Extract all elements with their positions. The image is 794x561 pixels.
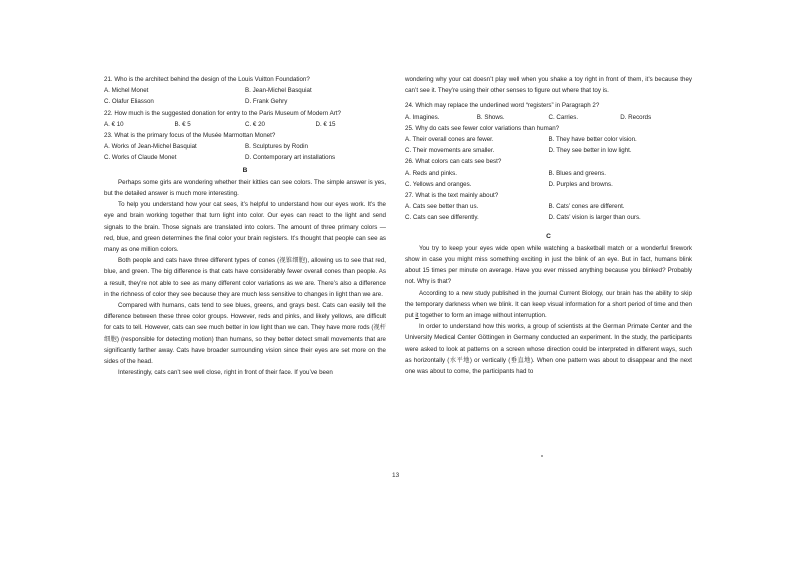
option-c: C. Carries.: [548, 113, 579, 121]
left-column: [104, 74, 386, 378]
option-d: D. Frank Gehry: [245, 98, 288, 106]
question-22-options: [104, 119, 386, 130]
question-26: 26. What colors can cats see best?: [405, 158, 502, 166]
question-27-options: [405, 201, 692, 223]
option-d: D. Cats’ vision is larger than ours.: [548, 214, 641, 222]
option-c: C. Olafur Eliasson: [104, 98, 154, 106]
option-c: C. Yellows and oranges.: [405, 180, 472, 188]
option-a: A. Works of Jean-Michel Basquiat: [104, 143, 197, 151]
option-b: B. Shows.: [476, 113, 505, 121]
paragraph-4: Compared with humans, cats tend to see blues, greens, and grays best. Cats can easily tell the difference between these three color groups. However, reds and pinks, and likely yellows, are difficult for cats to tell. However, cats can see much better in low light than we can. They have more rods (视杆细胞) (responsible for detecting motion) than humans, so they better detect small movements that are significantly farther away. Cats have broader surrounding vision since their eyes are set more on the sides of the head.: [104, 302, 386, 366]
question-23: 23. What is the primary focus of the Musée Marmottan Monet?: [104, 132, 276, 140]
option-d: D. Purples and browns.: [548, 180, 613, 188]
passage-b-continuation: wondering why your cat doesn’t play well when you shake a toy right in front of them, it’s because they can’t see it. They’re using their other senses to figure out where that toy is.: [405, 76, 692, 95]
option-a: A. Reds and pinks.: [405, 169, 457, 177]
option-c: C. Works of Claude Monet: [104, 154, 177, 162]
right-column: [405, 74, 692, 377]
paragraph-3: Both people and cats have three different types of cones (视锥细胞), allowing us to see that red, blue, and green. The big difference is that cats have considerably fewer overall cones than people. As a result, they’re not able to see as many different color variations as we are. There’s also a difference in the richness of color they see because they are much less sensitive to changes in light than we are.: [104, 257, 386, 298]
c-paragraph-2: [405, 288, 692, 322]
question-22: 22. How much is the suggested donation for entry to the Paris Museum of Modern Art?: [104, 109, 341, 117]
page-number: 13: [392, 472, 400, 479]
option-a: A. Their overall cones are fewer.: [405, 136, 494, 144]
c-paragraph-2-part-2: together to form an image without interruption.: [418, 312, 547, 320]
question-24: 24. Which may replace the underlined word “registers” in Paragraph 2?: [405, 102, 600, 110]
option-a: A. Michel Monet: [104, 87, 149, 95]
question-25-options: [405, 134, 692, 156]
c-paragraph-1: You try to keep your eyes wide open while watching a basketball match or a wonderful firework show in case you might miss something exciting in just the blink of an eye. But in fact, humans blink about 15 times per minute on average. Have you ever missed anything because you blinked? Probably not. Why is that?: [405, 244, 692, 286]
option-b: B. They have better color vision.: [548, 136, 637, 144]
option-c: C. Cats can see differently.: [405, 214, 479, 222]
question-25: 25. Why do cats see fewer color variations than human?: [405, 124, 560, 132]
paragraph-5: Interestingly, cats can’t see well close, right in front of their face. If you’ve been: [118, 369, 333, 377]
option-b: B. Cats’ cones are different.: [548, 203, 625, 211]
section-b-heading: B: [242, 166, 248, 174]
question-21-options: [104, 85, 386, 107]
option-a: A. Imagines.: [405, 113, 440, 121]
option-c: C. € 20: [245, 120, 265, 128]
option-a: A. € 10: [104, 120, 124, 128]
c-paragraph-3: In order to understand how this works, a group of scientists at the German Primate Center and the University Medical Center Göttingen in Germany conducted an experiment. In the study, the participants were asked to look at patterns on a screen whose direction could be interpreted in different ways, such as horizontally (水平地) or vertically (垂直地). When one pattern was about to disappear and the next one was about to come, the participants had to: [405, 323, 692, 376]
option-b: B. Sculptures by Rodin: [245, 143, 308, 151]
question-27: 27. What is the text mainly about?: [405, 192, 499, 200]
option-d: D. € 15: [315, 120, 336, 128]
option-b: B. Jean-Michel Basquiat: [245, 87, 312, 95]
paragraph-1: Perhaps some girls are wondering whether their kitties can see colors. The simple answer is yes, but the detailed answer is much more interesting.: [104, 178, 386, 198]
option-b: B. Blues and greens.: [548, 169, 606, 177]
option-a: A. Cats see better than us.: [405, 203, 479, 211]
question-24-options: [405, 112, 692, 123]
c-paragraph-2-part-1: According to a new study published in the journal Current Biology, our brain has the ability to skip the temporary darkness when we blink. It can keep visual information for a short period of time and then put: [405, 289, 692, 320]
option-b: B. € 5: [174, 120, 191, 128]
option-c: C. Their movements are smaller.: [405, 147, 495, 155]
question-26-options: [405, 168, 692, 190]
section-c-heading: C: [546, 232, 551, 240]
option-d: D. Contemporary art installations: [245, 154, 336, 162]
scan-speck: [541, 455, 543, 457]
option-d: D. Records: [620, 113, 652, 121]
question-21: 21. Who is the architect behind the design of the Louis Vuitton Foundation?: [104, 76, 310, 83]
option-d: D. They see better in low light.: [548, 147, 632, 155]
underlined-word-it: it: [415, 312, 419, 320]
paragraph-2: To help you understand how your cat sees, it’s helpful to understand how our eyes work. It’s the eye and brain working together that turn light into color. Our eyes can react to the light and send signals to the brain. Those signals are translated into colors. The amount of three primary colors — red, blue, and green determines the final color your brain registers. It’s thought that people can see as many as one million colors.: [104, 201, 386, 254]
question-23-options: [104, 141, 386, 163]
